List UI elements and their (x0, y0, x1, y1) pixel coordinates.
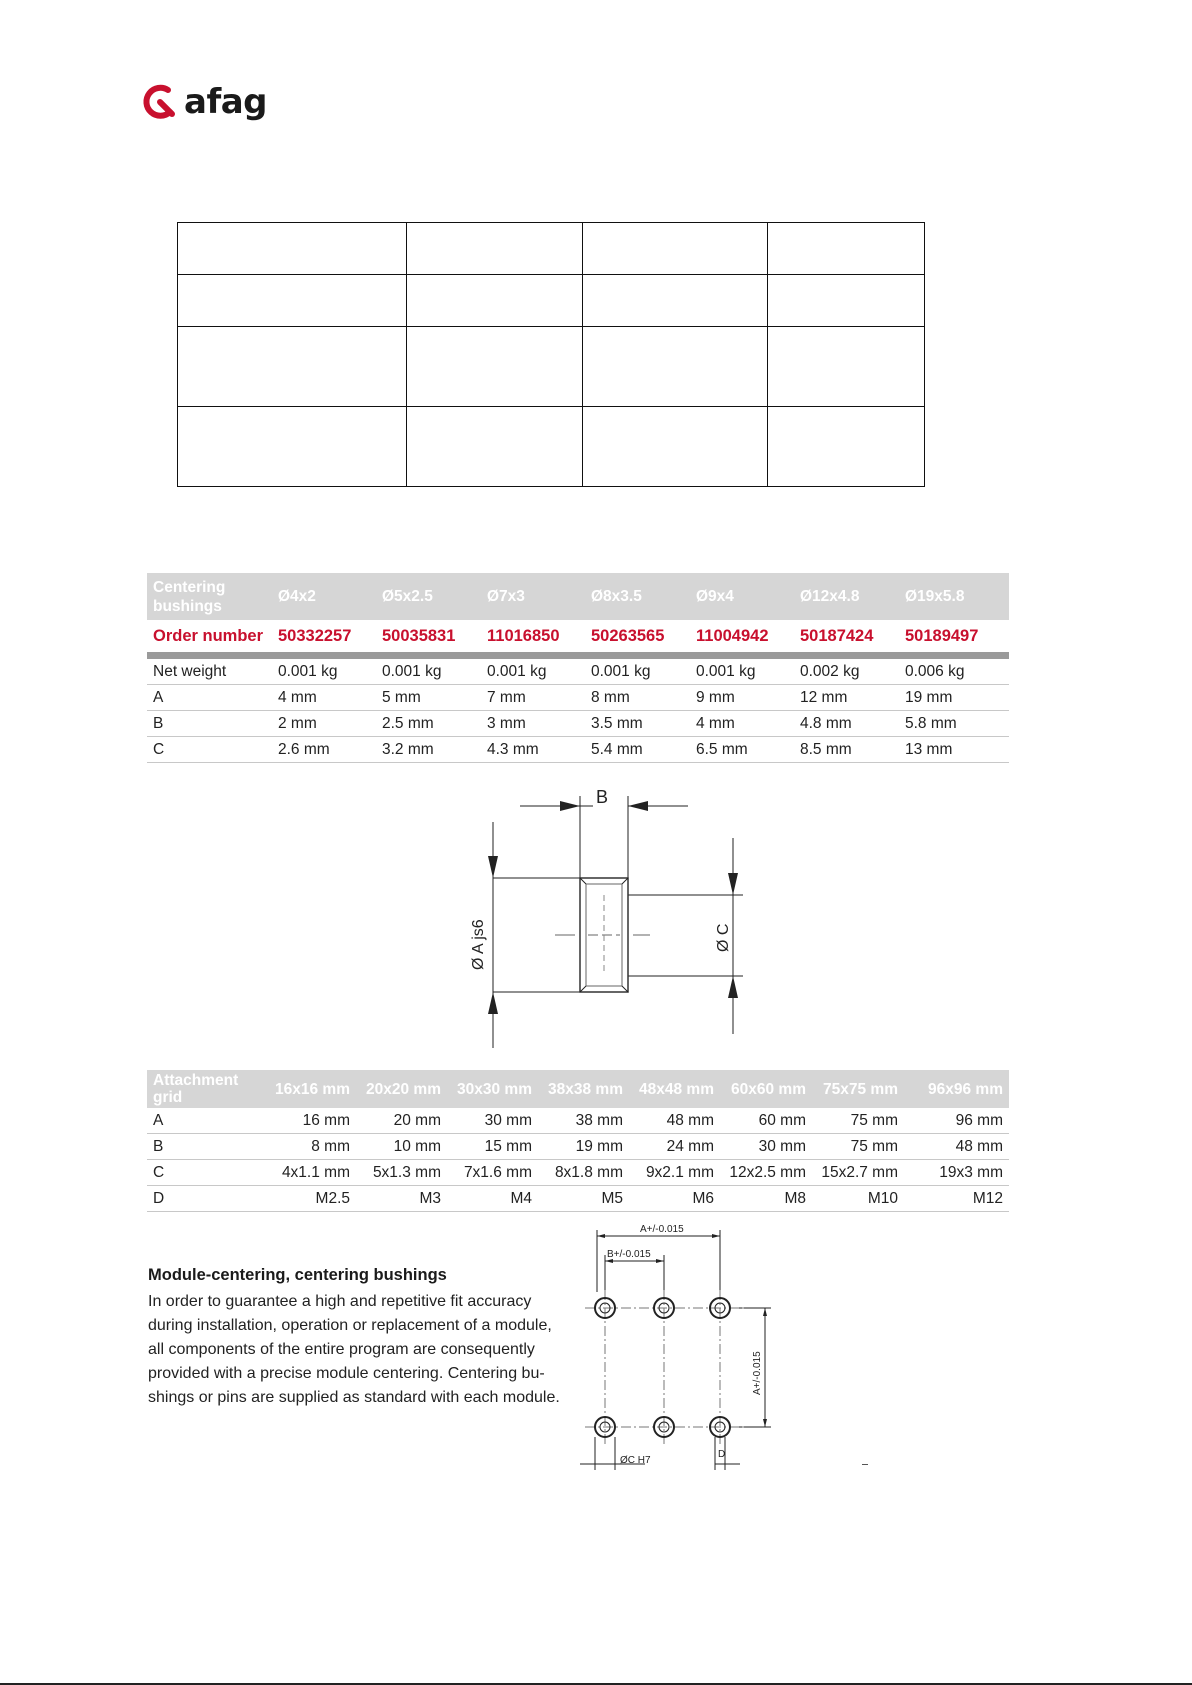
table-cell: M8 (720, 1186, 812, 1212)
table-cell: 7 mm (481, 685, 585, 711)
table-cell: 6.5 mm (690, 737, 794, 763)
table-cell: 0.006 kg (899, 656, 1009, 685)
dimension-label-b: B (596, 787, 609, 807)
dimension-label-d: D (718, 1449, 726, 1460)
table-cell: 5 mm (376, 685, 481, 711)
table-cell: C (147, 737, 272, 763)
table-cell: D (147, 1186, 263, 1212)
order-cell: Order number (147, 620, 272, 656)
header-cell: 20x20 mm (356, 1070, 447, 1108)
table-header-row (147, 1070, 1009, 1108)
header-cell: Ø9x4 (690, 573, 794, 620)
table-cell: 75 mm (812, 1108, 904, 1134)
table-cell: M4 (447, 1186, 538, 1212)
text-line: In order to guarantee a high and repetitive fit accuracy (148, 1293, 532, 1310)
header-cell: Ø5x2.5 (376, 573, 481, 620)
stray-mark (862, 1464, 868, 1465)
table-cell: 7x1.6 mm (447, 1160, 538, 1186)
table-cell: 9x2.1 mm (629, 1160, 720, 1186)
centering-bushing-drawing (450, 780, 760, 1050)
table-cell: 3.2 mm (376, 737, 481, 763)
text-line: provided with a precise module centering. Centering bu- (148, 1365, 545, 1382)
header-cell: 75x75 mm (812, 1070, 904, 1108)
text-line: shings or pins are supplied as standard with each module. (148, 1389, 560, 1406)
text-line: during installation, operation or replacement of a module, (148, 1317, 552, 1334)
table-cell: Net weight (147, 656, 272, 685)
table-row (147, 656, 1009, 685)
table-cell: 30 mm (447, 1108, 538, 1134)
table-row (147, 1186, 1009, 1212)
table-cell: 60 mm (720, 1108, 812, 1134)
table-cell: M5 (538, 1186, 629, 1212)
table-row (147, 737, 1009, 763)
header-cell: Ø4x2 (272, 573, 376, 620)
order-number-row (147, 620, 1009, 656)
table-cell: 24 mm (629, 1134, 720, 1160)
table-cell: 12 mm (794, 685, 899, 711)
dimension-label-c: Ø C (715, 923, 732, 952)
table-header-row (147, 573, 1009, 620)
dimension-label-c: ØC H7 (620, 1455, 651, 1466)
table-cell: 0.001 kg (481, 656, 585, 685)
header-cell: Ø8x3.5 (585, 573, 690, 620)
table-cell: 19 mm (538, 1134, 629, 1160)
order-cell: 50263565 (585, 620, 690, 656)
table-cell: 3 mm (481, 711, 585, 737)
table-row (147, 1108, 1009, 1134)
table-cell: 8 mm (263, 1134, 356, 1160)
table-cell: M12 (904, 1186, 1009, 1212)
table-cell: A (147, 1108, 263, 1134)
module-centering-title: Module-centering, centering bushings (148, 1266, 447, 1284)
table-cell: 4.8 mm (794, 711, 899, 737)
order-cell: 50332257 (272, 620, 376, 656)
table-cell: 19 mm (899, 685, 1009, 711)
table-cell: 5.4 mm (585, 737, 690, 763)
table-cell: 4 mm (690, 711, 794, 737)
header-cell: 38x38 mm (538, 1070, 629, 1108)
table-cell: 8 mm (585, 685, 690, 711)
table-cell: B (147, 1134, 263, 1160)
table-cell: 0.001 kg (376, 656, 481, 685)
table-row (147, 1134, 1009, 1160)
header-cell: 30x30 mm (447, 1070, 538, 1108)
order-cell: 11016850 (481, 620, 585, 656)
table-cell: 38 mm (538, 1108, 629, 1134)
table-cell: 3.5 mm (585, 711, 690, 737)
table-cell: 8x1.8 mm (538, 1160, 629, 1186)
order-cell: 50187424 (794, 620, 899, 656)
order-cell: 50035831 (376, 620, 481, 656)
table-cell: C (147, 1160, 263, 1186)
order-cell: 50189497 (899, 620, 1009, 656)
table-cell: 5.8 mm (899, 711, 1009, 737)
logo-text: afag (184, 82, 268, 122)
module-centering-text (148, 1290, 568, 1410)
table-cell: 2.6 mm (272, 737, 376, 763)
empty-table (177, 222, 925, 487)
table-cell: 4x1.1 mm (263, 1160, 356, 1186)
table-cell: M6 (629, 1186, 720, 1212)
table-cell: A (147, 685, 272, 711)
table-cell: 8.5 mm (794, 737, 899, 763)
table-cell: 10 mm (356, 1134, 447, 1160)
attachment-grid-drawing (575, 1220, 795, 1470)
header-cell: 96x96 mm (904, 1070, 1009, 1108)
table-row (147, 685, 1009, 711)
table-cell: 2 mm (272, 711, 376, 737)
table-row (147, 1160, 1009, 1186)
dimension-label-a-side: A+/-0.015 (752, 1351, 763, 1395)
table-cell: 15 mm (447, 1134, 538, 1160)
table-cell: 96 mm (904, 1108, 1009, 1134)
table-cell: 19x3 mm (904, 1160, 1009, 1186)
table-cell: 48 mm (629, 1108, 720, 1134)
table-cell: 4.3 mm (481, 737, 585, 763)
table-cell: 75 mm (812, 1134, 904, 1160)
dimension-label-a: Ø A js6 (470, 919, 487, 970)
table-cell: 30 mm (720, 1134, 812, 1160)
table-cell: 16 mm (263, 1108, 356, 1134)
table-cell: 0.001 kg (585, 656, 690, 685)
table-cell: 0.001 kg (272, 656, 376, 685)
dimension-label-a-top: A+/-0.015 (640, 1224, 684, 1235)
header-cell: Ø7x3 (481, 573, 585, 620)
header-cell: 60x60 mm (720, 1070, 812, 1108)
table-cell: 13 mm (899, 737, 1009, 763)
table-cell: M2.5 (263, 1186, 356, 1212)
afag-logo (140, 82, 267, 122)
afag-logo-icon (140, 82, 180, 122)
centering-bushings-table (147, 573, 1009, 763)
text-line: all components of the entire program are consequently (148, 1341, 535, 1358)
order-cell: 11004942 (690, 620, 794, 656)
table-cell: 9 mm (690, 685, 794, 711)
dimension-label-b: B+/-0.015 (607, 1249, 651, 1260)
table-cell: 0.002 kg (794, 656, 899, 685)
table-cell: 2.5 mm (376, 711, 481, 737)
header-cell: Centering bushings (147, 573, 272, 620)
table-cell: 15x2.7 mm (812, 1160, 904, 1186)
table-cell: M10 (812, 1186, 904, 1212)
header-cell: 16x16 mm (263, 1070, 356, 1108)
header-cell: 48x48 mm (629, 1070, 720, 1108)
table-cell: M3 (356, 1186, 447, 1212)
header-cell: Ø12x4.8 (794, 573, 899, 620)
attachment-grid-table (147, 1070, 1009, 1212)
header-cell: Attachment grid (147, 1070, 263, 1108)
table-cell: 48 mm (904, 1134, 1009, 1160)
table-row (147, 711, 1009, 737)
table-cell: 5x1.3 mm (356, 1160, 447, 1186)
table-cell: 20 mm (356, 1108, 447, 1134)
table-cell: 0.001 kg (690, 656, 794, 685)
header-cell: Ø19x5.8 (899, 573, 1009, 620)
table-cell: 4 mm (272, 685, 376, 711)
table-cell: B (147, 711, 272, 737)
table-cell: 12x2.5 mm (720, 1160, 812, 1186)
